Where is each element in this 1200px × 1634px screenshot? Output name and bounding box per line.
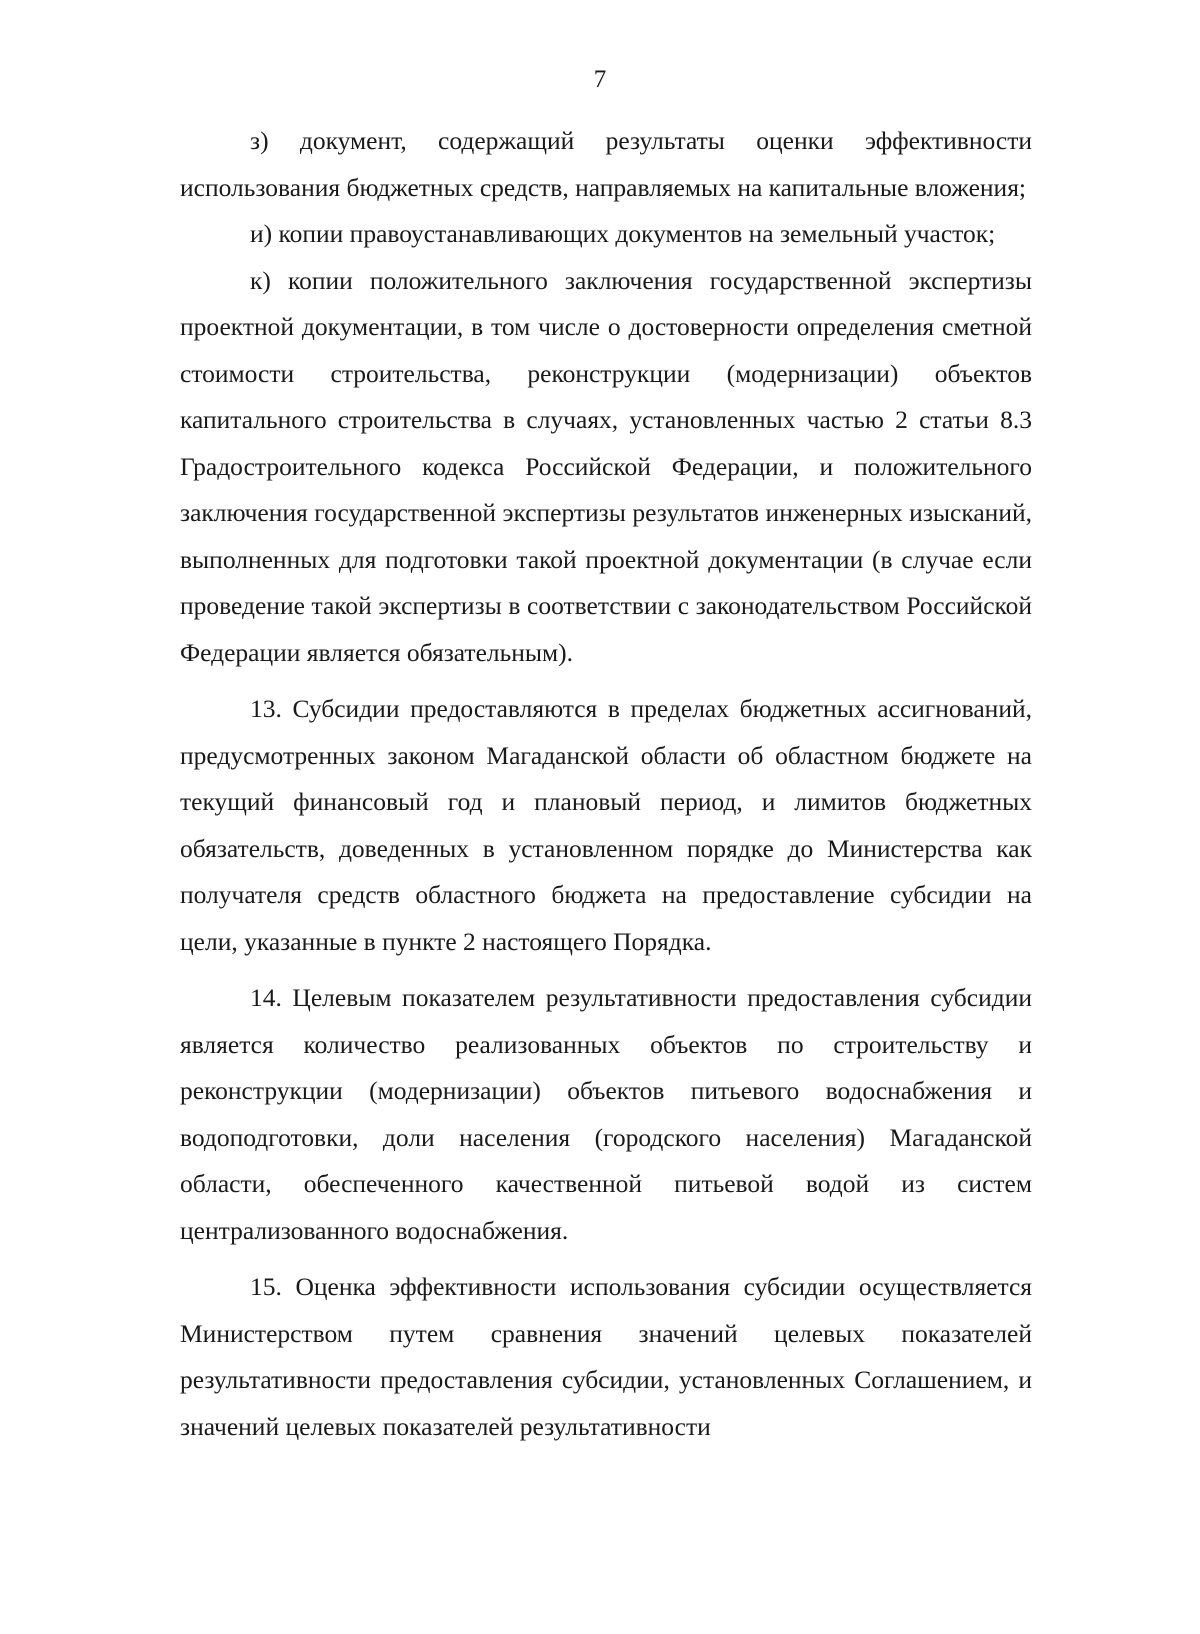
paragraph-z: з) документ, содержащий результаты оценки эффективности использования бюджетных средств, направляемых на капитальные вложения; [180, 126, 1032, 202]
page-number: 7 [593, 66, 607, 93]
paragraph-13: 13. Субсидии предоставляются в пределах бюджетных ассигнований, предусмотренных законом Магаданской области об областном бюджете на текущий финансовый год и плановый период, и лимитов бюджетных обязательств, доведенных в установленном порядке до Министерства как получателя средств областного бюджета на предоставление субсидии на цели, указанные в пункте 2 настоящего Порядка. [180, 694, 1032, 956]
document-body [180, 118, 1032, 1450]
paragraph-k: к) копии положительного заключения государственной экспертизы проектной документации, в том числе о достоверности определения сметной стоимости строительства, реконструкции (модернизации) объектов капитального строительства в случаях, установленных частью 2 статьи 8.3 Градостроительного кодекса Российской Федерации, и положительного заключения государственной экспертизы результатов инженерных изысканий, выполненных для подготовки такой проектной документации (в случае если проведение такой экспертизы в соответствии с законодательством Российской Федерации является обязательным). [180, 265, 1032, 667]
paragraph-15: 15. Оценка эффективности использования субсидии осуществляется Министерством путем сравнения значений целевых показателей результативности предоставления субсидии, установленных Соглашением, и значений целевых показателей результативности [180, 1272, 1032, 1441]
paragraph-14: 14. Целевым показателем результативности предоставления субсидии является количество реализованных объектов по строительству и реконструкции (модернизации) объектов питьевого водоснабжения и водоподготовки, доли населения (городского населения) Магаданской области, обеспеченного качественной питьевой водой из систем централизованного водоснабжения. [180, 983, 1032, 1245]
paragraph-i: и) копии правоустанавливающих документов на земельный участок; [250, 219, 996, 248]
